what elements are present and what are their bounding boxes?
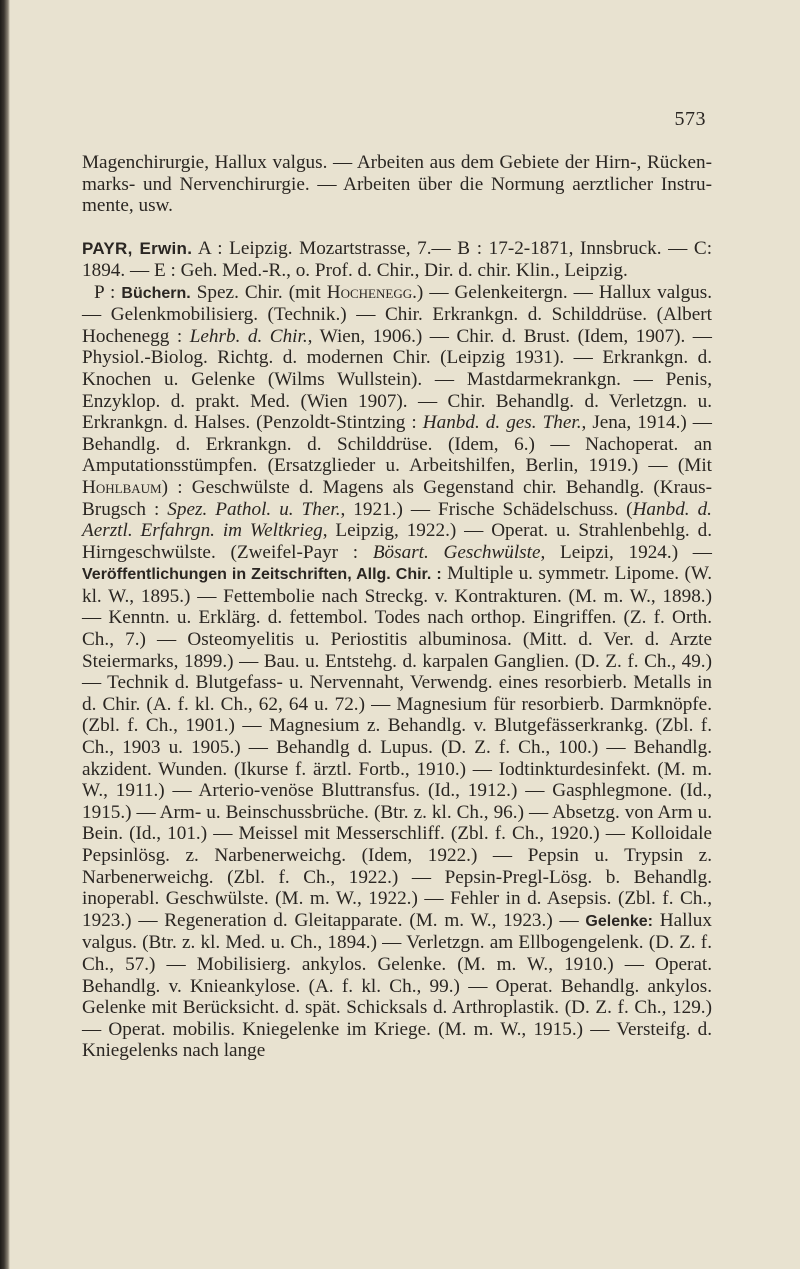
buecher-part-8: ) : Geschwülste d. Magens als Gegenstand chir. Behandlg. (Kraus-Brugsch : bbox=[82, 476, 712, 520]
veroeff-label: Veröffentlichungen in Zeitschriften, Allg. Chir. : bbox=[82, 566, 442, 584]
buecher-part-6: , Jena, 1914.) —Behandlg. d. Erkrankgn. d. Schilddrüse. (Idem, 6.) — Nachoperat. an Amputationsstümpfen. (Ersatzglieder u. Arbeitshilfen, Berlin, 1919.) — (Mit bbox=[82, 412, 712, 477]
buecher-part-2: .) — Gelenkeitergn. — Hallux valgus. — Gelenkmobilisierg. (Technik.) — Chir. Erkrankgn. d. Schilddrüse. (Albert Hochenegg : bbox=[82, 281, 713, 347]
field-e: Geh. Med.-R., o. Prof. d. Chir., Dir. d. chir. Klin., Leipzig. bbox=[180, 259, 628, 281]
veroeff-text: Multiple u. symmetr. Lipome. (W. kl. W., 1895.) — Fettembolie nach Streckg. v. Kontrakturen. (M. m. W., 1898.) — Kenntn. u. Erklärg. d. fettembol. Todes nach orthop. Eingriffen. (Z. f. Orth. Ch., 7.) — Osteomyelitis u. Periostitis albuminosa. (Mitt. d. Ver. d. Arzte Steiermarks, 1899.) — Bau. u. Entstehg. d. karpalen Ganglien. (D. Z. f. Ch., 49.) — Technik d. Blutgefass- u. Nervennaht, Verwendg. eines resorbierb. Metalls in d. Chir. (A. f. kl. Ch., 62, 64 u. 72.) — Magnesium für resorbierb. Darmknöpfe. (Zbl. f. Ch., 1901.) — Magnesium z. Behandlg. v. Blutgefässerkrankg. (Zbl. f. Ch., 1903 u. 1905.) — Behandlg d. Lupus. (D. Z. f. Ch., 100.) — Behandlg. akzident. Wunden. (Ikurse f. ärztl. Fortb., 1910.) — Iodtinkturdesinfekt. (M. m. W., 1911.) — Arterio-venöse Bluttransfus. (Id., 1912.) — Gasphlegmone. (Id., 1915.) — Arm- u. Beinschussbrüche. (Btr. z. kl. Ch., 96.) — Absetzg. von Arm u. Bein. (Id., 101.) — Meissel mit Messerschliff. (Zbl. f. Ch., 1920.) — Kolloidale Pepsinlösg. z. Narbenerweichg. (Idem, 1922.) — Pepsin u. Trypsin z. Narbenerweichg. (Zbl. f. Ch., 1922.) — Pepsin-Pregl-Lösg. b. Behandlg. inoperabl. Geschwülste. (M. m. W., 1922.) — Fehler in d. Asepsis. (Zbl. f. Ch., 1923.) — Regeneration d. Gleitapparate. (M. m. W., 1923.) — bbox=[82, 563, 713, 931]
buecher-part-14: , Leipzi, 1924.) — bbox=[540, 541, 712, 563]
field-a: Leipzig. Mozartstrasse, 7.— bbox=[229, 238, 451, 260]
author-hohlbaum: Hohlbaum bbox=[82, 476, 162, 498]
continued-paragraph: Magenchirurgie, Hallux valgus. — Arbeiten aus dem Gebiete der Hirn-, Rücken- marks- und Nervenchirurgie. — Arbeiten über die Normung aerztlicher Instru- mente, usw. bbox=[82, 152, 712, 217]
field-c-label: C: bbox=[693, 238, 713, 260]
field-a-label: A : bbox=[197, 238, 223, 260]
title-lehrb: Lehrb. d. Chir. bbox=[189, 325, 308, 347]
title-spez-pathol: Spez. Pathol. u. Ther. bbox=[167, 498, 341, 520]
buecher-part-0: Spez. Chir. (mit bbox=[196, 281, 327, 303]
field-e-label: E : bbox=[153, 259, 176, 281]
title-boesart: Bösart. Geschwülste bbox=[372, 541, 541, 563]
page-number: 573 bbox=[674, 108, 706, 130]
field-b: 17-2-1871, Innsbruck. — bbox=[488, 238, 688, 260]
field-b-label: B : bbox=[457, 238, 483, 260]
buecher-part-4: , Wien, 1906.) — Chir. d. Brust. (Idem, 1907). — Physiol.-Biolog. Richtg. d. modernen Chir. (Leipzig 1931). — Erkrankgn. d. Knochen u. Gelenke (Wilms Wullstein). — Mastdarmekrankgn. — Penis, Enzyklop. d. prakt. Med. (Wien 1907). — Chir. Behandlg. d. Verletzgn. u. Erkrankgn. d. Halses. (Penzoldt-Stintzing : bbox=[82, 325, 712, 434]
entry-name: PAYR, Erwin. bbox=[82, 239, 193, 259]
author-hochenegg: Hochenegg bbox=[326, 281, 413, 303]
buecher-part-10: , 1921.) — Frische Schädelschuss. ( bbox=[340, 498, 633, 520]
gelenke-label: Gelenke: bbox=[585, 912, 653, 930]
p-label: P : bbox=[94, 281, 116, 303]
field-c: 1894. — bbox=[82, 259, 150, 281]
gelenke-text: Hallux valgus. (Btr. z. kl. Med. u. Ch., 1894.) — Verletzgn. am Ellbogengelenk. (D. Z. f. Ch., 57.) — Mobilisierg. ankylos. Gelenke. (M. m. W., 1910.) — Operat. Behandlg. v. Knieankylose. (A. f. kl. Ch., 99.) — Operat. Behandlg. ankylos. Gelenke mit Berücksicht. d. spät. Schicksals d. Arthroplastik. (D. Z. f. Ch., 129.) — Operat. mobilis. Kniegelenke im Kriege. (M. m. W., 1915.) — Versteifg. d. Kniegelenks nach lange bbox=[82, 909, 712, 1062]
book-spine-shadow bbox=[0, 0, 10, 1269]
title-hanbd-ges-ther: Hanbd. d. ges. Ther. bbox=[422, 412, 582, 434]
buecher-label: Büchern. bbox=[121, 284, 191, 302]
text-column bbox=[82, 152, 712, 1062]
title-hanbd-aerztl: Hanbd. d. Aerztl. Erfahrgn. im Weltkrieg bbox=[82, 498, 712, 542]
bibliography-paragraph bbox=[82, 282, 712, 1062]
buecher-part-12: , Leipzig, 1922.) — Operat. u. Strahlenbehlg. d. Hirngeschwülste. (Zweifel-Payr : bbox=[82, 520, 712, 563]
entry-header bbox=[82, 238, 712, 281]
